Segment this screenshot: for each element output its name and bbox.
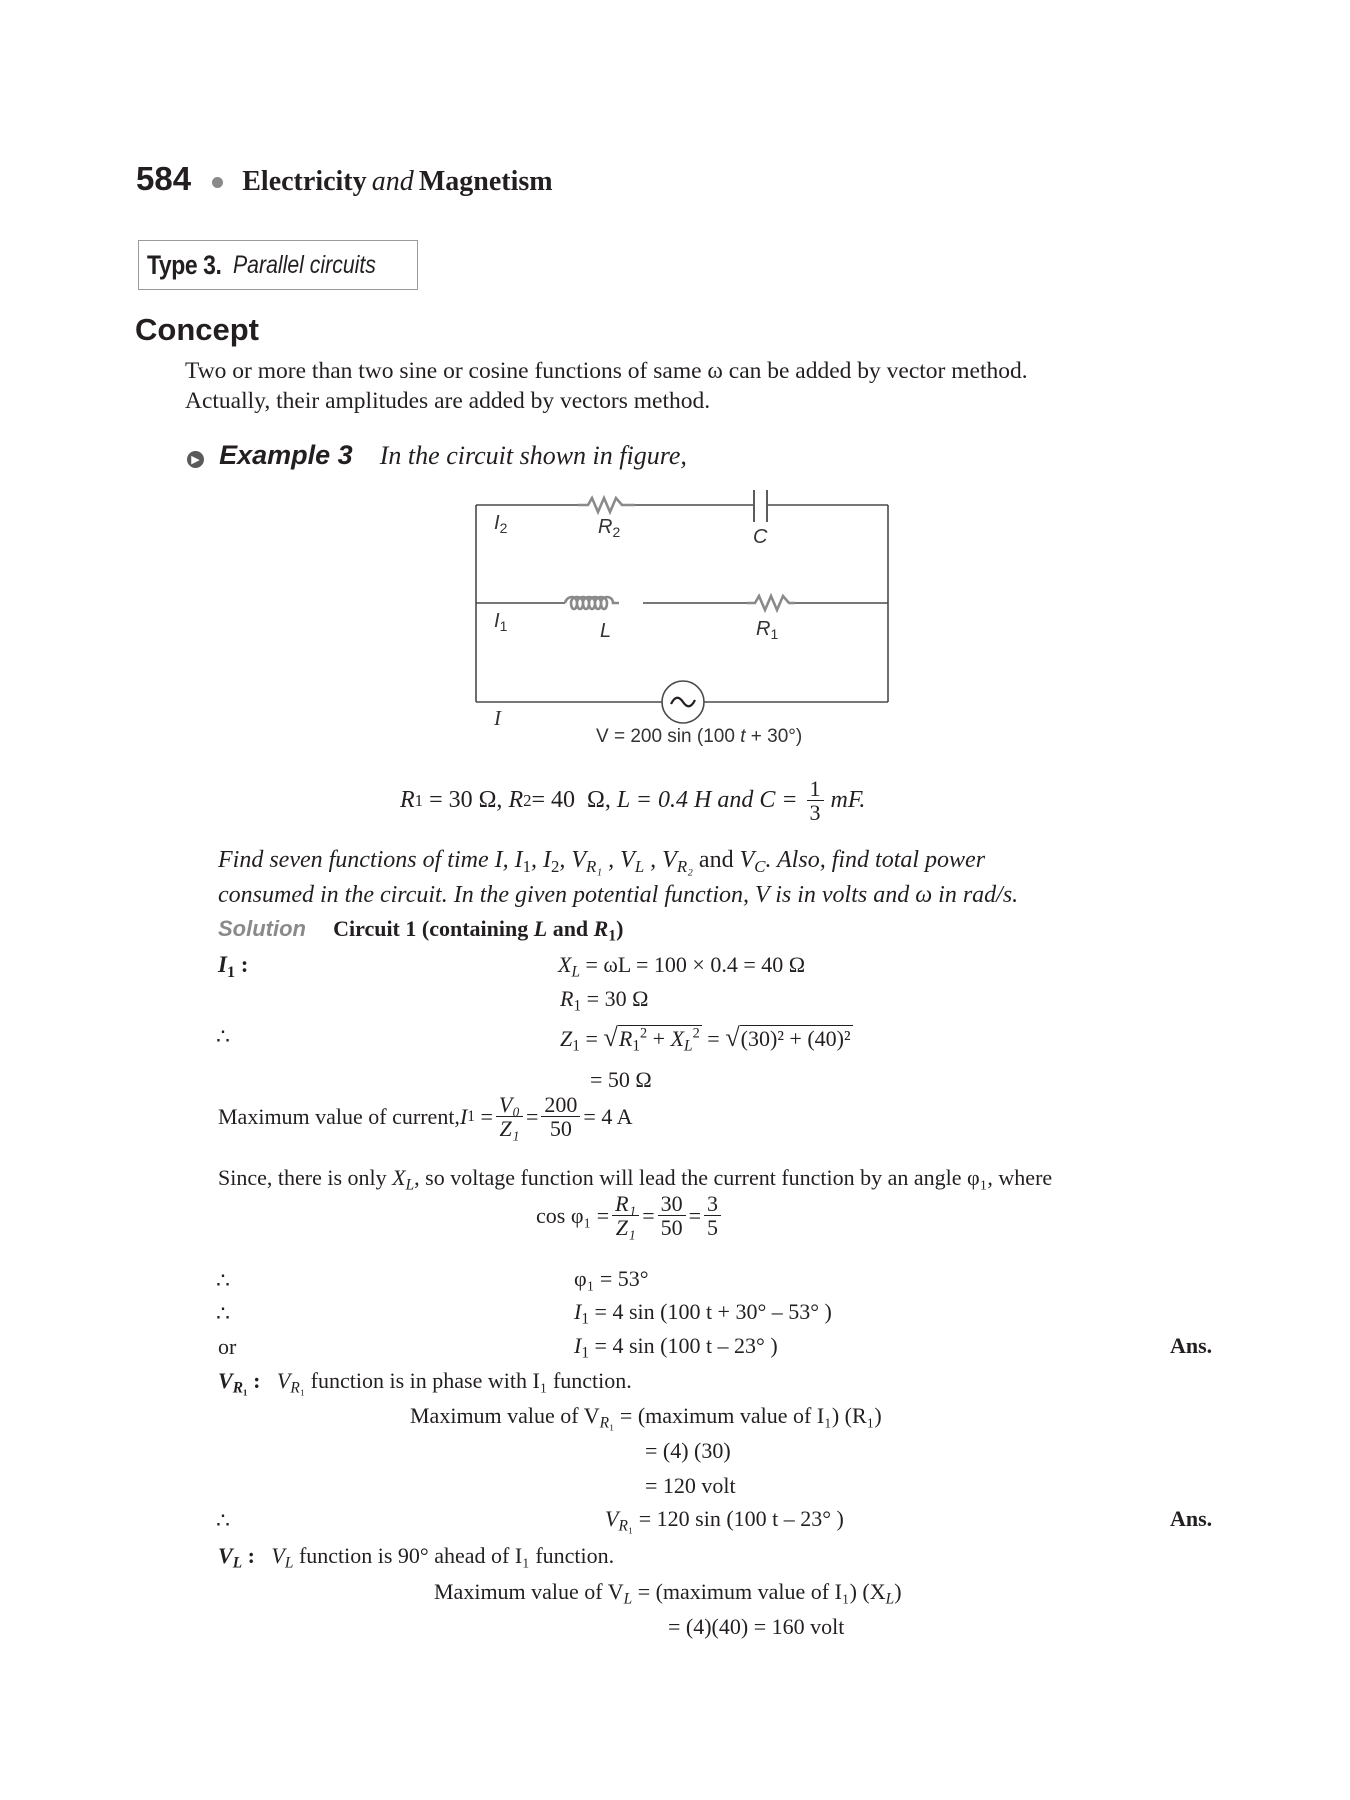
concept-heading: Concept: [135, 312, 259, 347]
label-l: L: [600, 620, 612, 642]
concept-line-1: Two or more than two sine or cosine functions of same ω can be added by vector method.: [185, 358, 1028, 384]
capacitor-icon: [754, 490, 767, 522]
vl-step-1: = (4)(40) = 160 volt: [668, 1614, 845, 1639]
vr1-step-1: = (4) (30): [645, 1438, 731, 1463]
example-intro: In the circuit shown in figure,: [379, 441, 687, 470]
cos-phi-equation: cos φ₁ = $\frac{\text{R₁}}{\text{Z₁}}$ = $\frac{30}{50}$ = $\frac{3}{5}$: [536, 1192, 724, 1239]
i1-equation-2: $I_1 = 4$ sin (100 t – 23° ): [574, 1333, 778, 1362]
vr1-final: $V_{R_1} = 120$ sin (100 t – 23° ): [605, 1506, 844, 1535]
inductor-icon: [565, 597, 619, 609]
phi-result: φ₁ = 53°: [574, 1266, 649, 1291]
type-label: Type 3.: [147, 249, 222, 280]
given-values: R 1 = 30 Ω, R 2 = 40 Ω, L = 0.4 H and C = $\frac{1}{3}$ mF.: [400, 776, 866, 826]
ans-label-1: Ans.: [1170, 1333, 1213, 1358]
solution-label: Solution: [218, 916, 306, 941]
therefore-symbol-4: ∴: [216, 1508, 230, 1533]
i1-section-label: $I_1$ :: [218, 952, 249, 981]
i1-equation-1: $I_1 = 4$ sin (100 t + 30° – 53° ): [574, 1299, 832, 1328]
type-box: [138, 240, 418, 290]
example-line: [187, 440, 687, 471]
vl-max-line: Maximum value of $V_L$ = (maximum value of I₁) $(X_L)$: [434, 1579, 902, 1608]
therefore-symbol-3: ∴: [216, 1301, 230, 1326]
ans-label-2: Ans.: [1170, 1506, 1213, 1531]
example-label: Example 3: [219, 440, 353, 470]
header-title-1: Electricity: [242, 166, 367, 197]
question-line-1: Find seven functions of time I, $I_1$, $I_2$, $V_{R_1}$ , $V_L$ , $V_{R_2}$ and $V_C$. Also, find total power: [218, 847, 986, 877]
vr1-max-line: Maximum value of $V_{R_1}$ = (maximum value of I₁) (R₁): [410, 1403, 882, 1432]
vr1-section: $V_{R_1}$ : $V_{R_1}$ function is in phase with I₁ function.: [218, 1368, 632, 1397]
resistor-r1-icon: [747, 596, 795, 610]
lead-explanation: Since, there is only $X_L$, so voltage function will lead the current function by an angle φ₁, where: [218, 1165, 1053, 1194]
max-current-line: Maximum value of current, I 1 = $\frac{\text{V₀}}{\text{Z₁}}$ = $\frac{200}{50}$ = 4 A: [218, 1092, 633, 1142]
z1-equation: $Z_1 = √R_1^2 + X_L^2 = √(30)^2 + (40)^2$: [560, 1022, 851, 1055]
therefore-symbol: ∴: [216, 1024, 230, 1049]
therefore-symbol-2: ∴: [216, 1268, 230, 1293]
or-label: or: [218, 1334, 237, 1359]
running-header: [136, 160, 553, 198]
label-c: C: [753, 526, 768, 548]
vl-section: $V_L$ : $V_L$ function is 90° ahead of I₁ function.: [218, 1543, 615, 1572]
label-r2: $R_2$: [598, 516, 621, 541]
label-i: I: [494, 706, 501, 730]
example-arrow-icon: ▶: [187, 451, 204, 468]
vr1-step-2: = 120 volt: [645, 1473, 736, 1498]
circuit-wires: [470, 490, 900, 750]
label-i1: $I_1$: [494, 610, 508, 635]
z1-result: = 50 Ω: [590, 1067, 652, 1092]
question-line-2: consumed in the circuit. In the given potential function, V is in volts and ω in rad/s.: [218, 882, 1019, 908]
xl-equation: $X_L = \omega L = 100 \times 0.4 = 40$ Ω: [558, 952, 806, 981]
source-caption: V = 200 sin (100 t + 30°): [596, 726, 803, 747]
solution-heading: Solution Circuit 1 (containing L and $R_1$): [218, 916, 624, 945]
page-number: 584: [136, 160, 192, 197]
header-bullet-icon: [212, 177, 223, 188]
type-subtitle: Parallel circuits: [232, 250, 376, 279]
concept-line-2: Actually, their amplitudes are added by vectors method.: [185, 388, 711, 414]
label-i2: $I_2$: [494, 512, 508, 537]
header-title-3: Magnetism: [418, 166, 553, 197]
label-r1: $R_1$: [756, 618, 779, 643]
circuit-diagram: [470, 490, 900, 750]
r1-equation: $R_1 = 30$ Ω: [560, 986, 649, 1015]
header-title-2: and: [371, 166, 414, 197]
resistor-r2-icon: [578, 498, 635, 512]
